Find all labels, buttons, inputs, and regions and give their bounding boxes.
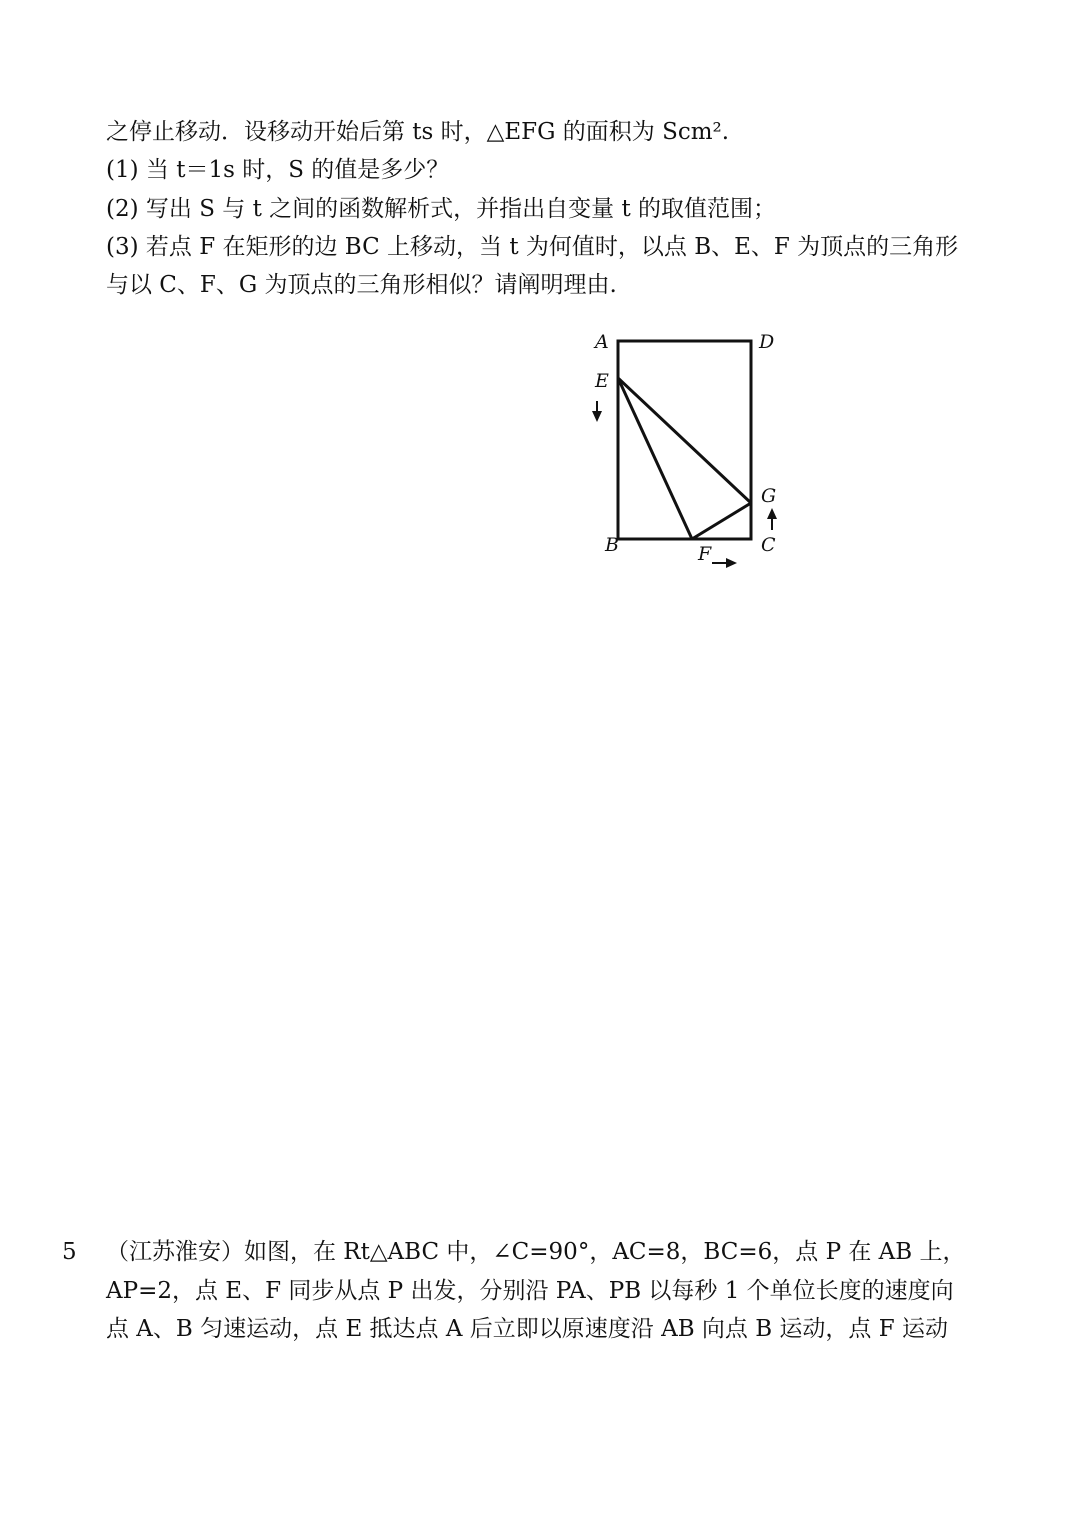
problem5-line-1: （江苏淮安）如图，在 Rt△ABC 中，∠C=90°，AC=8，BC=6，点 P 在 AB 上，: [106, 1239, 966, 1265]
problem5-number: 5: [62, 1239, 77, 1265]
problem4-line-5: 与以 C、F、G 为顶点的三角形相似？请阐明理由.: [106, 272, 617, 298]
problem5-line-2: AP=2，点 E、F 同步从点 P 出发，分别沿 PA、PB 以每秒 1 个单位长度的速度向: [106, 1278, 954, 1304]
label-c: C: [761, 534, 776, 556]
segment-ef: [618, 378, 692, 539]
problem4-line-1: 之停止移动．设移动开始后第 ts 时，△EFG 的面积为 Scm².: [106, 119, 730, 145]
arrow-down-icon: [592, 401, 602, 422]
label-d: D: [759, 331, 775, 353]
label-g: G: [761, 485, 777, 507]
label-f: F: [698, 543, 712, 565]
rectangle-figure: [580, 325, 800, 575]
problem4-line-4: (3) 若点 F 在矩形的边 BC 上移动，当 t 为何值时，以点 B、E、F 为顶点的三角形: [106, 234, 959, 260]
problem4-line-2: (1) 当 t＝1s 时，S 的值是多少？: [106, 157, 450, 183]
segment-fg: [692, 503, 751, 539]
problem5-line-3: 点 A、B 匀速运动，点 E 抵达点 A 后立即以原速度沿 AB 向点 B 运动，点 F 运动: [106, 1316, 949, 1342]
arrow-right-icon: [712, 558, 737, 568]
arrow-up-icon: [767, 508, 777, 530]
label-b: B: [605, 534, 619, 556]
problem4-line-3: (2) 写出 S 与 t 之间的函数解析式，并指出自变量 t 的取值范围；: [106, 196, 776, 222]
label-e: E: [595, 370, 609, 392]
segment-eg: [618, 378, 751, 503]
label-a: A: [595, 331, 609, 353]
